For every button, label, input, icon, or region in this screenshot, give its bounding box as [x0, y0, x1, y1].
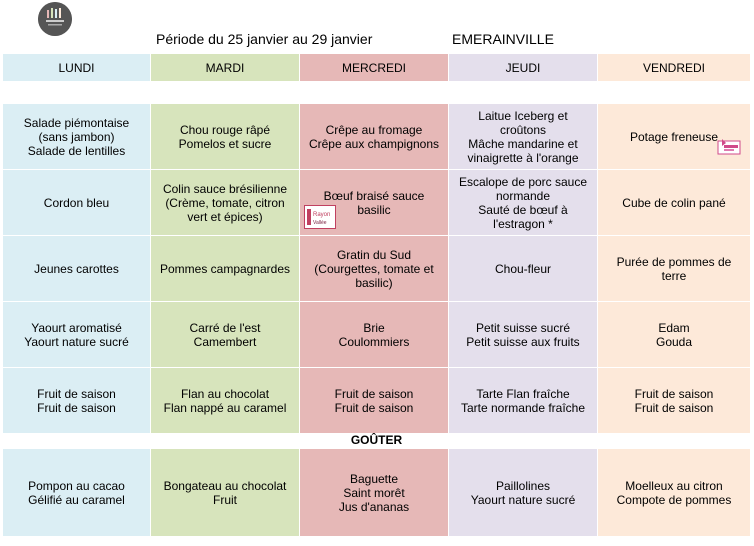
dish-line: Flan nappé au caramel: [163, 400, 287, 415]
dish-line: Yaourt nature sucré: [470, 492, 576, 507]
dish-line: Fruit de saison: [634, 400, 714, 415]
dish-line: Fruit: [213, 492, 237, 507]
dish-line: Jeunes carottes: [34, 261, 119, 276]
dish-line: Baguette: [349, 471, 399, 486]
menu-cell-mardi: [151, 170, 300, 236]
dish-line: Pomelos et sucre: [178, 136, 272, 151]
dish-line: Petit suisse sucré: [475, 320, 571, 335]
menu-cell-lundi: [3, 368, 151, 434]
menu-row: [3, 170, 750, 236]
dish-line: Pompon au cacao: [28, 478, 125, 493]
menu-cell-mercredi: [300, 449, 449, 537]
day-header-jeudi: JEUDI: [449, 54, 598, 81]
menu-cell-mercredi: [300, 302, 449, 368]
menu-cell-lundi: [3, 302, 151, 368]
dish-line: Fruit de saison: [334, 400, 414, 415]
dish-line: Crêpe au fromage: [325, 122, 423, 137]
dish-line: (sans jambon): [38, 129, 115, 144]
menu-cell-mardi: [151, 104, 300, 170]
menu-cell-jeudi: [449, 368, 598, 434]
dish-line: Jus d'ananas: [338, 499, 410, 514]
day-header-mercredi: MERCREDI: [300, 54, 449, 81]
dish-line: Purée de pommes de: [616, 254, 732, 269]
menu-cell-mercredi: [300, 104, 449, 170]
menu-cell-lundi: [3, 236, 151, 302]
dish-line: Brie: [363, 320, 385, 335]
logo-icon: [38, 2, 72, 36]
menu-cell-vendredi: [598, 449, 750, 537]
dish-line: Chou-fleur: [494, 261, 552, 276]
menu-cell-mardi: [151, 302, 300, 368]
menu-cell-jeudi: [449, 104, 598, 170]
menu-cell-jeudi: [449, 302, 598, 368]
day-header-mardi: MARDI: [151, 54, 300, 81]
menu-cell-jeudi: [449, 236, 598, 302]
dish-line: Cube de colin pané: [622, 195, 726, 210]
svg-text:Vallée: Vallée: [313, 220, 327, 226]
dish-line: Potage freneuse: [629, 129, 719, 144]
menu-cell-jeudi: [449, 170, 598, 236]
menu-cell-jeudi: [449, 449, 598, 537]
dish-line: Yaourt aromatisé: [31, 320, 122, 335]
dish-line: Gouda: [655, 334, 693, 349]
dish-line: Carré de l'est: [189, 320, 261, 335]
dish-line: Edam: [658, 320, 690, 335]
menu-cell-mardi: [151, 236, 300, 302]
dish-line: Fruit de saison: [634, 386, 714, 401]
svg-text:Rayon: Rayon: [313, 212, 331, 218]
dish-line: Flan au chocolat: [180, 386, 270, 401]
dish-line: vert et épices): [187, 209, 263, 224]
dish-line: basilic): [355, 275, 393, 290]
day-header-vendredi: VENDREDI: [598, 54, 750, 81]
dish-line: Gratin du Sud: [336, 247, 412, 262]
menu-cell-vendredi: [598, 368, 750, 434]
dish-line: Tarte Flan fraîche: [476, 386, 570, 401]
city-title: EMERAINVILLE: [452, 31, 554, 47]
dish-line: Fruit de saison: [37, 386, 116, 401]
dish-line: Salade de lentilles: [27, 143, 126, 158]
menu-cell-vendredi: [598, 104, 750, 170]
dish-line: Camembert: [193, 334, 257, 349]
dish-line: Colin sauce brésilienne: [162, 181, 288, 196]
dish-line: Petit suisse aux fruits: [466, 334, 580, 349]
menu-row: [3, 368, 750, 434]
dish-line: Yaourt nature sucré: [24, 334, 129, 349]
menu-cell-mercredi: [300, 236, 449, 302]
dish-line: Salade piémontaise: [23, 115, 130, 130]
dish-line: Escalope de porc sauce: [458, 174, 588, 189]
menu-cell-vendredi: [598, 170, 750, 236]
dish-line: Pommes campagnardes: [159, 261, 291, 276]
dish-line: Paillolines: [495, 478, 551, 493]
menu-cell-lundi: [3, 104, 151, 170]
menu-cell-mardi: [151, 449, 300, 537]
period-title: Période du 25 janvier au 29 janvier: [156, 31, 373, 47]
dish-line: Laitue Iceberg et: [478, 108, 568, 123]
coup-de-coeur-badge-icon: [716, 137, 742, 155]
dish-line: (Courgettes, tomate et: [314, 261, 434, 276]
menu-row: [3, 236, 750, 302]
dish-line: Chou rouge râpé: [179, 122, 271, 137]
dish-line: Mâche mandarine et: [468, 136, 578, 151]
gouter-row: [3, 449, 750, 537]
produit-local-badge-icon: [304, 205, 336, 229]
dish-line: Bongateau au chocolat: [163, 478, 287, 493]
dish-line: Fruit de saison: [37, 400, 116, 415]
dish-line: (Crème, tomate, citron: [165, 195, 285, 210]
dish-line: Tarte normande fraîche: [460, 400, 586, 415]
menu-cell-mercredi: [300, 170, 449, 236]
dish-line: Moelleux au citron: [625, 478, 723, 493]
dish-line: Bœuf braisé sauce: [323, 188, 425, 203]
menu-cell-lundi: [3, 170, 151, 236]
menu-row: [3, 104, 750, 170]
menu-cell-lundi: [3, 449, 151, 537]
dish-line: Compote de pommes: [616, 492, 732, 507]
days-header: [3, 54, 750, 81]
menu-cell-mardi: [151, 368, 300, 434]
gouter-title: GOÛTER: [350, 433, 403, 447]
dish-line: Fruit de saison: [334, 386, 414, 401]
dish-line: Cordon bleu: [43, 195, 110, 210]
day-header-lundi: LUNDI: [3, 54, 151, 81]
dish-line: croûtons: [499, 122, 547, 137]
menu-cell-mercredi: [300, 368, 449, 434]
menu-row: [3, 302, 750, 368]
dish-line: terre: [661, 268, 687, 283]
dish-line: basilic: [357, 202, 391, 217]
dish-line: l'estragon *: [493, 216, 553, 231]
dish-line: vinaigrette à l'orange: [467, 150, 579, 165]
dish-line: Saint morêt: [343, 485, 405, 500]
menu-cell-vendredi: [598, 236, 750, 302]
dish-line: Gélifié au caramel: [28, 492, 125, 507]
dish-line: normande: [495, 188, 551, 203]
menu-cell-vendredi: [598, 302, 750, 368]
dish-line: Sauté de bœuf à: [478, 202, 568, 217]
dish-line: Coulommiers: [338, 334, 410, 349]
dish-line: Crêpe aux champignons: [308, 136, 440, 151]
